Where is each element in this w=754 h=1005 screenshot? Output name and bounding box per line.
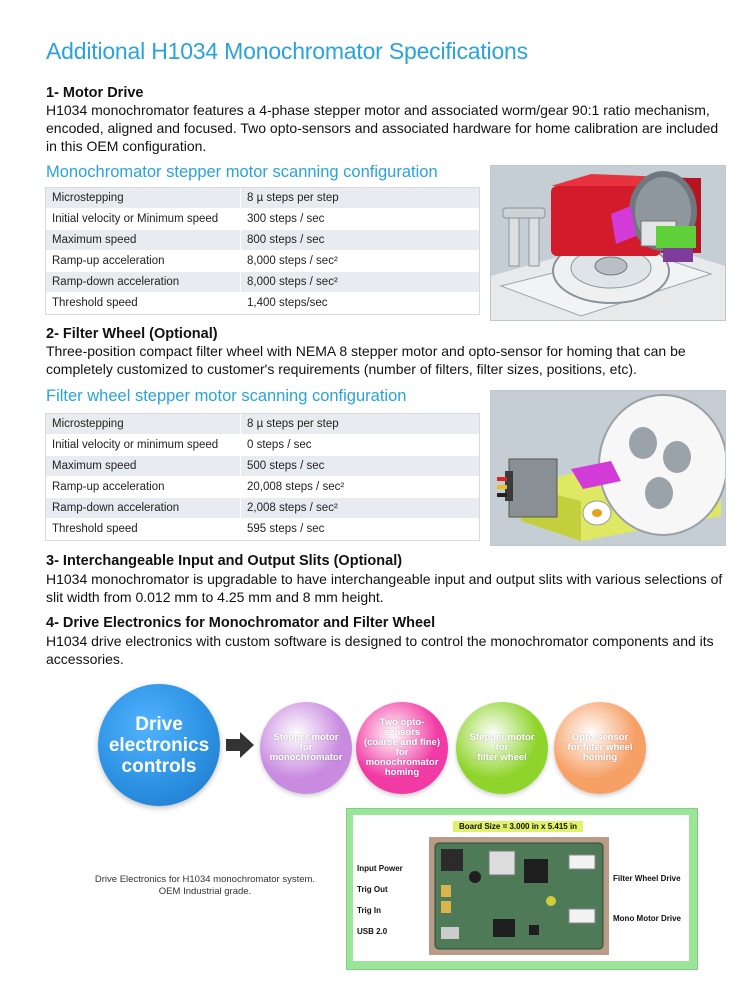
node-label-line2: for [299, 742, 313, 753]
spec-row [46, 272, 479, 293]
spec-label: Ramp-down acceleration [46, 498, 241, 519]
spec-row [46, 293, 479, 314]
section-2-heading: 2- Filter Wheel (Optional) [46, 326, 218, 342]
spec-label: Initial velocity or Minimum speed [46, 209, 241, 230]
spec-label: Microstepping [46, 188, 241, 209]
spec-label: Ramp-up acceleration [46, 251, 241, 272]
spec-label: Maximum speed [46, 456, 241, 477]
caption-line-1: Drive Electronics for H1034 monochromator system. [94, 874, 316, 885]
spec-label: Ramp-down acceleration [46, 272, 241, 293]
opto-sensor-filter-wheel-node [554, 702, 646, 794]
node-label-line1: Stepper motor [469, 732, 535, 743]
spec-row [46, 188, 479, 209]
section-2-subheading: Filter wheel stepper motor scanning configuration [46, 387, 407, 405]
node-label-line3: monochromator [269, 752, 343, 763]
spec-row [46, 230, 479, 251]
board-label-filter-wheel-drive: Filter Wheel Drive [613, 874, 681, 883]
board-label-trig-out: Trig Out [357, 885, 388, 894]
spec-label: Initial velocity or minimum speed [46, 435, 241, 456]
node-label-line3: filter wheel [477, 752, 527, 763]
spec-row [46, 435, 479, 456]
spec-value: 8,000 steps / sec² [241, 272, 480, 293]
board-label-input-power: Input Power [357, 864, 403, 873]
opto-sensors-monochromator-node [356, 702, 448, 794]
spec-label: Threshold speed [46, 293, 241, 314]
spec-value: 595 steps / sec [241, 519, 480, 540]
spec-value: 1,400 steps/sec [241, 293, 480, 314]
drive-board-panel [346, 808, 698, 970]
circuit-board-image [429, 837, 609, 955]
spec-row [46, 456, 479, 477]
spec-value: 8 µ steps per step [241, 414, 480, 435]
filter-wheel-image [490, 390, 726, 546]
filter-wheel-spec-table [45, 413, 480, 541]
spec-label: Threshold speed [46, 519, 241, 540]
section-3-text: H1034 monochromator is upgradable to have interchangeable input and output slits with various selections of slit width from 0.012 mm to 4.25 mm and 8 mm height. [46, 571, 723, 605]
spec-row [46, 414, 479, 435]
spec-label: Maximum speed [46, 230, 241, 251]
section-1-subheading: Monochromator stepper motor scanning configuration [46, 163, 438, 181]
page-title: Additional H1034 Monochromator Specifications [46, 38, 528, 64]
spec-value: 800 steps / sec [241, 230, 480, 251]
spec-value: 0 steps / sec [241, 435, 480, 456]
spec-row [46, 519, 479, 540]
board-label-trig-in: Trig In [357, 906, 381, 915]
node-label-line2: for filter wheel [567, 742, 633, 753]
node-label-line3: monochromator homing [365, 757, 439, 778]
node-label-line1: Stepper motor [273, 732, 339, 743]
section-1-heading: 1- Motor Drive [46, 85, 144, 101]
monochromator-spec-table [45, 187, 480, 315]
spec-row [46, 209, 479, 230]
section-4-heading: 4- Drive Electronics for Monochromator and Filter Wheel [46, 615, 436, 631]
spec-label: Microstepping [46, 414, 241, 435]
node-label-line2: (coarse and fine) for [363, 737, 441, 758]
spec-value: 500 steps / sec [241, 456, 480, 477]
spec-label: Ramp-up acceleration [46, 477, 241, 498]
node-label-line3: homing [582, 752, 618, 763]
spec-value: 20,008 steps / sec² [241, 477, 480, 498]
drive-electronics-controls-node [98, 684, 220, 806]
right-arrow-icon [226, 732, 254, 763]
spec-value: 300 steps / sec [241, 209, 480, 230]
board-label-mono-motor-drive: Mono Motor Drive [613, 914, 681, 923]
section-1-text: H1034 monochromator features a 4-phase stepper motor and associated worm/gear 90:1 ratio mechanism, encoded, aligned and focused. Two opto-sensors and associated hardware for home calibration are included in this OEM configuration. [46, 102, 719, 154]
node-label-line1: Two opto-sensors [379, 717, 425, 738]
drive-electronics-controls-label: Drive electronics controls [108, 713, 210, 777]
caption-line-2: OEM Industrial grade. [158, 886, 252, 897]
stepper-motor-monochromator-node [260, 702, 352, 794]
spec-value: 2,008 steps / sec² [241, 498, 480, 519]
node-label-line1: Opto-sensor [571, 732, 629, 743]
board-label-usb: USB 2.0 [357, 927, 388, 936]
node-label-line2: for [495, 742, 509, 753]
spec-value: 8 µ steps per step [241, 188, 480, 209]
board-size-label: Board Size = 3.000 in x 5.415 in [453, 821, 583, 832]
stepper-motor-filter-wheel-node [456, 702, 548, 794]
section-2-text: Three-position compact filter wheel with NEMA 8 stepper motor and opto-sensor for homing that can be completely customized to customer's requirements (number of filters, filter sizes, positions, etc). [46, 343, 686, 377]
spec-row [46, 477, 479, 498]
section-3-heading: 3- Interchangeable Input and Output Slits (Optional) [46, 553, 403, 569]
spec-value: 8,000 steps / sec² [241, 251, 480, 272]
spec-row [46, 498, 479, 519]
spec-row [46, 251, 479, 272]
section-4-text: H1034 drive electronics with custom software is designed to control the monochromator components and its accessories. [46, 633, 714, 667]
monochromator-mechanism-image [490, 165, 726, 321]
board-caption [80, 874, 330, 898]
